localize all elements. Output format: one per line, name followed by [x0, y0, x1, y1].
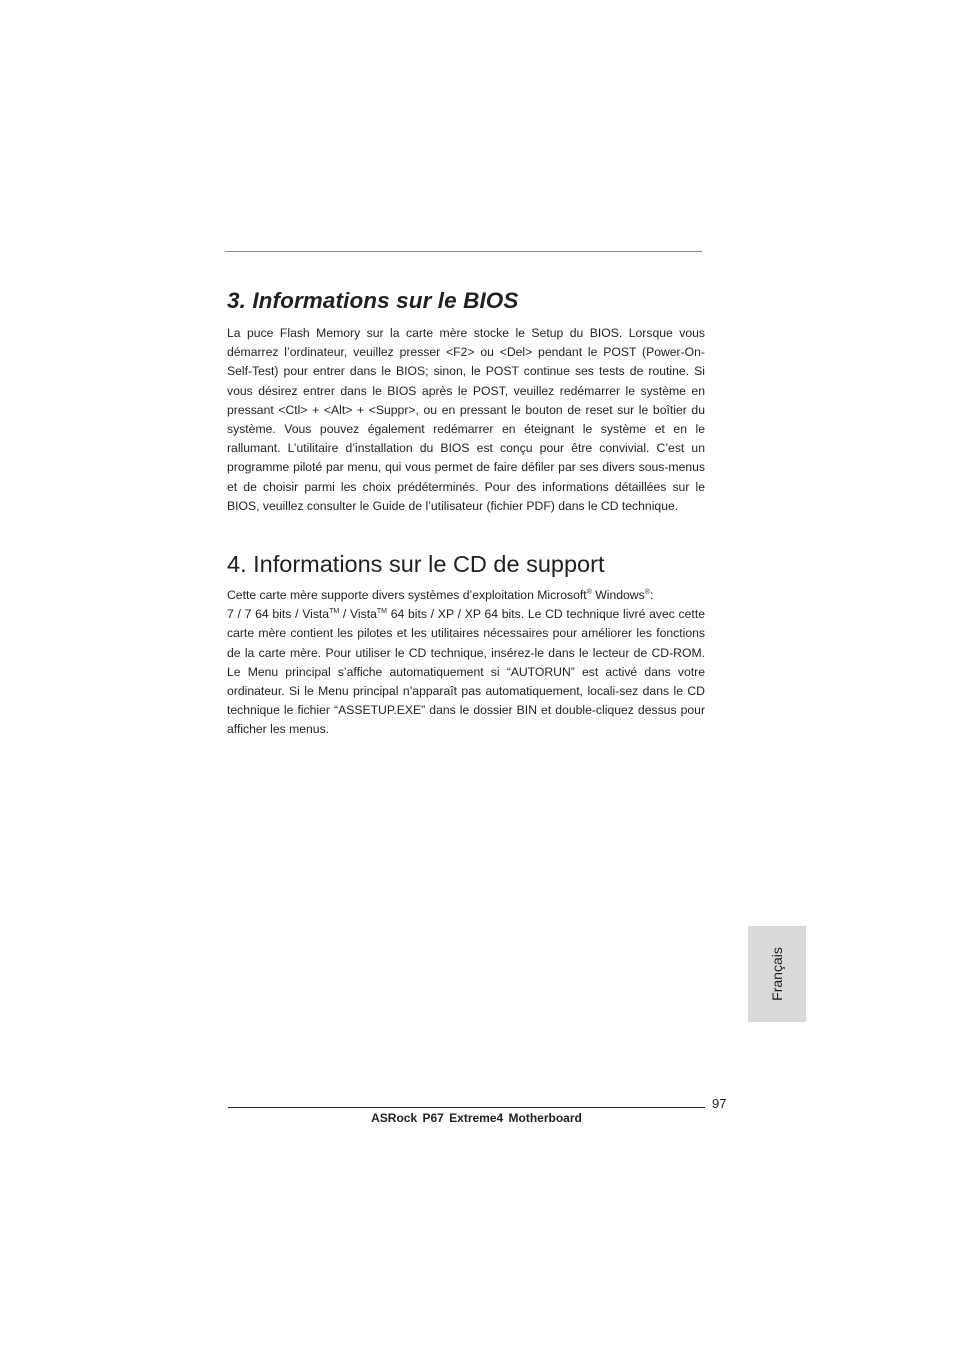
- colon-text: :: [649, 588, 654, 602]
- bios-paragraph: La puce Flash Memory sur la carte mère stocke le Setup du BIOS. Lorsque vous démarrez l’ordinateur, veuillez presser <F2> ou <Del> pendant le POST (Power-On-Self-Test) pour entrer dans le BIOS; sinon, le POST continue ses tests de routine. Si vous désirez entrer dans le BIOS après le POST, veuillez redémarrer le système en pressant <Ctl> + <Alt> + <Suppr>, ou en pressant le bouton de reset sur le boîtier du système. Vous pouvez également redémarrer en éteignant le système et en le rallumant. L’utilitaire d’installation du BIOS est conçu pour être convivial. C’est un programme piloté par menu, qui vous permet de faire défiler par ses divers sous-menus et de choisir parmi les choix prédéterminés. Pour des informations détaillées sur le BIOS, veuillez consulter le Guide de l’utilisateur (fichier PDF) dans le CD technique.: [227, 326, 705, 513]
- page-number: 97: [712, 1096, 727, 1111]
- cd-intro-text: Cette carte mère supporte divers systèmes d’exploitation Microsoft: [227, 588, 587, 602]
- language-label: Français: [769, 947, 785, 1001]
- top-divider: [225, 251, 702, 252]
- footer-product-name: ASRock P67 Extreme4 Motherboard: [371, 1111, 582, 1125]
- os-list-text: / Vista: [339, 607, 377, 622]
- language-side-tab: [748, 926, 806, 1022]
- registered-mark: ®: [644, 589, 650, 596]
- cd-section: [227, 548, 705, 740]
- registered-mark: ®: [586, 589, 592, 596]
- cd-paragraph: [227, 586, 705, 740]
- trademark-mark: TM: [329, 608, 340, 616]
- windows-text: Windows: [591, 588, 645, 602]
- bios-section: [227, 285, 705, 516]
- os-list-text: 7 / 7 64 bits / Vista: [227, 607, 330, 622]
- cd-body-text: 64 bits / XP / XP 64 bits. Le CD technique livré avec cette carte mère contient les pilotes et les utilitaires nécessaires pour améliorer les fonctions de la carte mère. Pour utiliser le CD technique, insérez-le dans le lecteur de CD-ROM. Le Menu principal s’affiche automatiquement si “AUTORUN” est activé dans votre ordinateur. Si le Menu principal n’apparaît pas automatiquement, locali-sez dans le CD technique le fichier “ASSETUP.EXE” dans le dossier BIN et double-cliquez dessus pour afficher les menus.: [227, 607, 705, 737]
- bios-heading: 3. Informations sur le BIOS: [227, 288, 519, 313]
- footer-divider: [228, 1107, 705, 1108]
- trademark-mark: TM: [376, 608, 388, 616]
- cd-heading: 4. Informations sur le CD de support: [227, 551, 605, 577]
